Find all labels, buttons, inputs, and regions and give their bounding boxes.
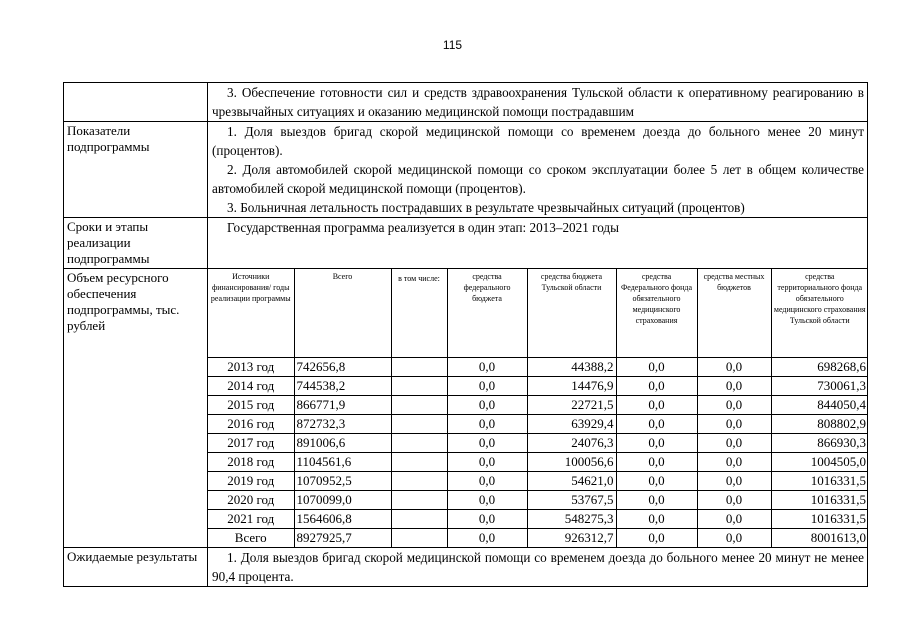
task-text: [208, 83, 868, 122]
header-including: в том числе:: [391, 269, 447, 358]
including-cell: [391, 396, 447, 415]
results-text: [208, 548, 868, 587]
federal-cell: 0,0: [447, 396, 527, 415]
regional-cell: 100056,6: [527, 453, 616, 472]
financing-row: [208, 377, 868, 396]
regional-cell: 53767,5: [527, 491, 616, 510]
local-cell: 0,0: [697, 358, 771, 377]
year-cell: 2018 год: [208, 453, 294, 472]
including-cell: [391, 453, 447, 472]
local-cell: 0,0: [697, 529, 771, 548]
including-cell: [391, 491, 447, 510]
total-cell: 8927925,7: [294, 529, 391, 548]
federal-cell: 0,0: [447, 472, 527, 491]
including-cell: [391, 358, 447, 377]
tfoms-cell: 730061,3: [771, 377, 868, 396]
total-cell: 744538,2: [294, 377, 391, 396]
local-cell: 0,0: [697, 472, 771, 491]
header-federal: средства федерального бюджета: [447, 269, 527, 358]
financing-table: [208, 269, 868, 547]
results-row: [64, 548, 868, 587]
federal-cell: 0,0: [447, 529, 527, 548]
regional-cell: 548275,3: [527, 510, 616, 529]
total-cell: 1070952,5: [294, 472, 391, 491]
total-cell: 1070099,0: [294, 491, 391, 510]
task-paragraph: 3. Обеспечение готовности сил и средств здравоохранения Тульской области к оперативному реагированию в чрезвычайных ситуациях и оказанию медицинской помощи пострадавшим: [212, 85, 864, 119]
ffoms-cell: 0,0: [616, 529, 697, 548]
financing-row: [208, 491, 868, 510]
indicator-item: 3. Больничная летальность пострадавших в результате чрезвычайных ситуаций (процентов): [227, 200, 745, 215]
total-cell: 866771,9: [294, 396, 391, 415]
subprogram-passport-table: [63, 82, 868, 587]
task-row: [64, 83, 868, 122]
year-cell: 2015 год: [208, 396, 294, 415]
local-cell: 0,0: [697, 415, 771, 434]
ffoms-cell: 0,0: [616, 434, 697, 453]
header-total: Всего: [294, 269, 391, 358]
including-cell: [391, 529, 447, 548]
terms-label: Сроки и этапы реализации подпрограммы: [64, 218, 208, 269]
ffoms-cell: 0,0: [616, 415, 697, 434]
regional-cell: 54621,0: [527, 472, 616, 491]
financing-row: [208, 529, 868, 548]
year-cell: Всего: [208, 529, 294, 548]
total-cell: 742656,8: [294, 358, 391, 377]
year-cell: 2016 год: [208, 415, 294, 434]
federal-cell: 0,0: [447, 491, 527, 510]
including-cell: [391, 434, 447, 453]
financing-header-row: [208, 269, 868, 358]
year-cell: 2019 год: [208, 472, 294, 491]
tfoms-cell: 808802,9: [771, 415, 868, 434]
header-local: средства местных бюджетов: [697, 269, 771, 358]
federal-cell: 0,0: [447, 415, 527, 434]
indicators-row: [64, 122, 868, 218]
financing-row: [208, 453, 868, 472]
ffoms-cell: 0,0: [616, 491, 697, 510]
ffoms-cell: 0,0: [616, 472, 697, 491]
task-label: [64, 83, 208, 122]
year-cell: 2013 год: [208, 358, 294, 377]
volume-label: Объем ресурсного обеспечения подпрограммы, тыс. рублей: [64, 269, 208, 548]
indicator-item: 2. Доля автомобилей скорой медицинской помощи со сроком эксплуатации более 5 лет в общем количестве автомобилей скорой медицинской помощи (процентов).: [212, 162, 864, 196]
local-cell: 0,0: [697, 491, 771, 510]
volume-row: [64, 269, 868, 548]
local-cell: 0,0: [697, 510, 771, 529]
local-cell: 0,0: [697, 377, 771, 396]
federal-cell: 0,0: [447, 510, 527, 529]
ffoms-cell: 0,0: [616, 377, 697, 396]
total-cell: 1564606,8: [294, 510, 391, 529]
tfoms-cell: 1016331,5: [771, 472, 868, 491]
tfoms-cell: 1016331,5: [771, 510, 868, 529]
tfoms-cell: 1016331,5: [771, 491, 868, 510]
year-cell: 2014 год: [208, 377, 294, 396]
year-cell: 2020 год: [208, 491, 294, 510]
local-cell: 0,0: [697, 434, 771, 453]
ffoms-cell: 0,0: [616, 396, 697, 415]
regional-cell: 44388,2: [527, 358, 616, 377]
federal-cell: 0,0: [447, 377, 527, 396]
federal-cell: 0,0: [447, 434, 527, 453]
including-cell: [391, 377, 447, 396]
tfoms-cell: 1004505,0: [771, 453, 868, 472]
indicator-item: 1. Доля выездов бригад скорой медицинской помощи со временем доезда до больного менее 20 минут (процентов).: [212, 124, 864, 158]
regional-cell: 14476,9: [527, 377, 616, 396]
federal-cell: 0,0: [447, 453, 527, 472]
regional-cell: 24076,3: [527, 434, 616, 453]
terms-text: [208, 218, 868, 269]
regional-cell: 926312,7: [527, 529, 616, 548]
local-cell: 0,0: [697, 453, 771, 472]
results-label: Ожидаемые результаты: [64, 548, 208, 587]
terms-row: [64, 218, 868, 269]
header-tfoms: средства территориального фонда обязательного медицинского страхования Тульской области: [771, 269, 868, 358]
header-sources: Источники финансирования/ годы реализации программы: [208, 269, 294, 358]
financing-row: [208, 472, 868, 491]
tfoms-cell: 698268,6: [771, 358, 868, 377]
tfoms-cell: 8001613,0: [771, 529, 868, 548]
financing-cell: [208, 269, 868, 548]
ffoms-cell: 0,0: [616, 358, 697, 377]
tfoms-cell: 844050,4: [771, 396, 868, 415]
header-ffoms: средства Федерального фонда обязательного медицинского страхования: [616, 269, 697, 358]
financing-row: [208, 415, 868, 434]
page-number: 115: [442, 38, 463, 52]
ffoms-cell: 0,0: [616, 510, 697, 529]
indicators-label: Показатели подпрограммы: [64, 122, 208, 218]
including-cell: [391, 415, 447, 434]
financing-row: [208, 396, 868, 415]
total-cell: 891006,6: [294, 434, 391, 453]
total-cell: 1104561,6: [294, 453, 391, 472]
header-regional: средства бюджета Тульской области: [527, 269, 616, 358]
including-cell: [391, 510, 447, 529]
year-cell: 2017 год: [208, 434, 294, 453]
results-paragraph: 1. Доля выездов бригад скорой медицинской помощи со временем доезда до больного менее 20 минут не менее 90,4 процента.: [212, 550, 864, 584]
year-cell: 2021 год: [208, 510, 294, 529]
indicators-list: [208, 122, 868, 218]
total-cell: 872732,3: [294, 415, 391, 434]
regional-cell: 22721,5: [527, 396, 616, 415]
financing-row: [208, 510, 868, 529]
ffoms-cell: 0,0: [616, 453, 697, 472]
federal-cell: 0,0: [447, 358, 527, 377]
financing-body: [208, 358, 868, 548]
terms-paragraph: Государственная программа реализуется в один этап: 2013–2021 годы: [227, 220, 619, 235]
financing-row: [208, 434, 868, 453]
local-cell: 0,0: [697, 396, 771, 415]
including-cell: [391, 472, 447, 491]
regional-cell: 63929,4: [527, 415, 616, 434]
financing-row: [208, 358, 868, 377]
tfoms-cell: 866930,3: [771, 434, 868, 453]
